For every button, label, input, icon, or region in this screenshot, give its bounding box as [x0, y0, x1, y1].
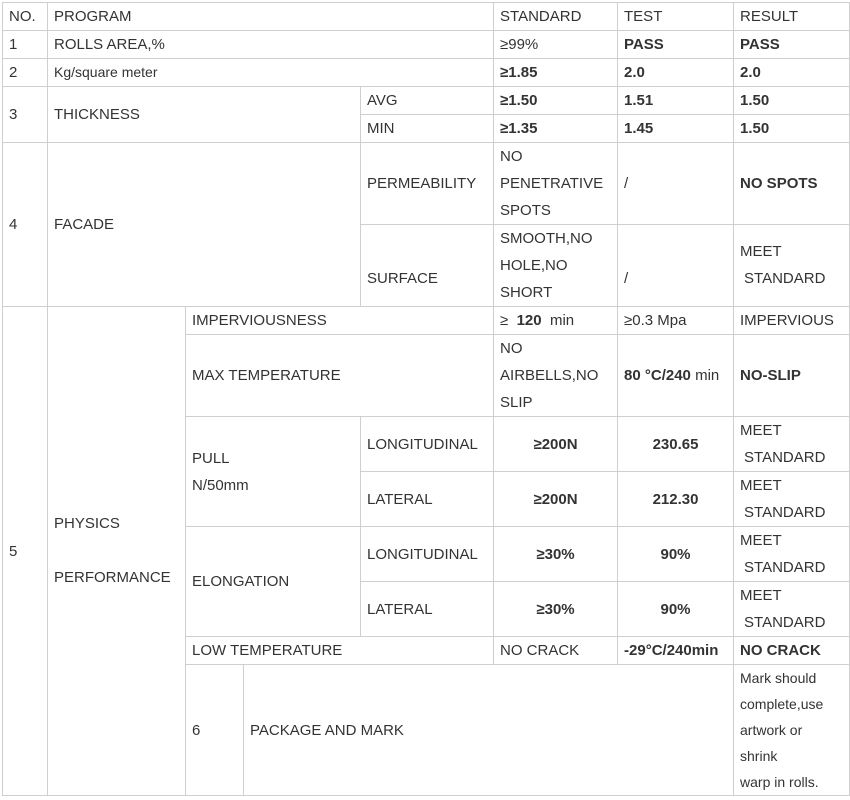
header-program: PROGRAM: [48, 3, 494, 31]
test-cell: ≥0.3 Mpa: [618, 307, 734, 335]
test-cell: 90%: [618, 582, 734, 637]
row-number: 4: [3, 143, 48, 307]
sub-program-cell: LATERAL: [361, 582, 494, 637]
standard-line: SLIP: [500, 394, 533, 411]
test-cell: /: [618, 143, 734, 225]
program-line: PERFORMANCE: [54, 569, 171, 586]
standard-line: NO: [500, 148, 523, 165]
table-row: [3, 87, 850, 115]
standard-line: SPOTS: [500, 202, 551, 219]
program-cell: FACADE: [48, 143, 361, 307]
sub-program-cell: LATERAL: [361, 472, 494, 527]
test-cell: [618, 335, 734, 417]
standard-line: NO: [500, 340, 523, 357]
table-row: [3, 31, 850, 59]
program-cell: THICKNESS: [48, 87, 361, 143]
header-result: RESULT: [734, 3, 850, 31]
group-label-cell: ELONGATION: [186, 527, 361, 637]
program-cell: ROLLS AREA,%: [48, 31, 494, 59]
header-standard: STANDARD: [494, 3, 618, 31]
row-number: 2: [3, 59, 48, 87]
result-line: STANDARD: [744, 559, 826, 576]
sub-program-cell: MIN: [361, 115, 494, 143]
result-cell: [734, 582, 850, 637]
standard-prefix: ≥: [500, 312, 509, 329]
group-label-line: N/50mm: [192, 476, 249, 494]
standard-cell: ≥30%: [494, 527, 618, 582]
test-cell: 212.30: [618, 472, 734, 527]
row-number: 5: [3, 307, 48, 796]
table-header-row: [3, 3, 850, 31]
sub-program-cell: LONGITUDINAL: [361, 417, 494, 472]
table-row: [3, 59, 850, 87]
standard-cell: [494, 335, 618, 417]
sub-program-cell: LOW TEMPERATURE: [186, 637, 494, 665]
standard-cell: [494, 225, 618, 307]
standard-line: HOLE,NO: [500, 257, 568, 274]
note-line: warp in rolls.: [740, 774, 819, 790]
program-cell: [48, 307, 186, 796]
standard-cell: ≥1.50: [494, 87, 618, 115]
result-cell: [734, 472, 850, 527]
note-line: Mark should complete,use artwork or shrink: [740, 670, 824, 764]
header-test: TEST: [618, 3, 734, 31]
test-cell: -29°C/240min: [618, 637, 734, 665]
sub-program-cell: IMPERVIOUSNESS: [186, 307, 494, 335]
program-cell: PACKAGE AND MARK: [244, 665, 734, 796]
standard-cell: ≥1.85: [494, 59, 618, 87]
standard-cell: ≥200N: [494, 472, 618, 527]
result-cell: PASS: [734, 31, 850, 59]
test-cell: PASS: [618, 31, 734, 59]
test-cell: 90%: [618, 527, 734, 582]
result-line: STANDARD: [744, 504, 826, 521]
group-label-line: PULL: [192, 449, 230, 467]
standard-line: SMOOTH,NO: [500, 230, 593, 247]
result-cell: [734, 417, 850, 472]
result-cell: [734, 527, 850, 582]
result-line: MEET: [740, 587, 782, 604]
row-number: 3: [3, 87, 48, 143]
sub-program-cell: LONGITUDINAL: [361, 527, 494, 582]
specification-table: [2, 2, 850, 796]
header-no: NO.: [3, 3, 48, 31]
result-cell: 1.50: [734, 115, 850, 143]
program-cell: Kg/square meter: [48, 59, 494, 87]
sub-program-cell: AVG: [361, 87, 494, 115]
standard-cell: ≥99%: [494, 31, 618, 59]
row-number: 1: [3, 31, 48, 59]
standard-cell: ≥1.35: [494, 115, 618, 143]
standard-cell: ≥200N: [494, 417, 618, 472]
result-line: STANDARD: [744, 614, 826, 631]
sub-program-cell: MAX TEMPERATURE: [186, 335, 494, 417]
test-cell: /: [618, 225, 734, 307]
table-row: [3, 143, 850, 225]
test-unit: min: [695, 367, 720, 384]
test-value: 80 °C/240: [624, 367, 691, 384]
result-line: STANDARD: [744, 270, 826, 287]
result-line: MEET: [740, 477, 782, 494]
result-cell: [734, 225, 850, 307]
group-label-cell: [186, 417, 361, 527]
result-cell: NO CRACK: [734, 637, 850, 665]
result-line: STANDARD: [744, 449, 826, 466]
result-cell: 2.0: [734, 59, 850, 87]
program-line: PHYSICS: [54, 515, 120, 532]
result-line: MEET: [740, 532, 782, 549]
standard-line: AIRBELLS,NO: [500, 367, 599, 384]
table-row: [3, 307, 850, 335]
result-line: MEET: [740, 243, 782, 260]
note-cell: [734, 665, 850, 796]
standard-cell: [494, 307, 618, 335]
test-cell: 1.51: [618, 87, 734, 115]
standard-value: 120: [516, 312, 542, 329]
sub-program-cell: PERMEABILITY: [361, 143, 494, 225]
standard-line: SHORT: [500, 284, 553, 301]
result-cell: 1.50: [734, 87, 850, 115]
result-cell: NO-SLIP: [734, 335, 850, 417]
test-cell: 230.65: [618, 417, 734, 472]
standard-line: PENETRATIVE: [500, 175, 604, 192]
test-cell: 2.0: [618, 59, 734, 87]
test-cell: 1.45: [618, 115, 734, 143]
result-cell: IMPERVIOUS: [734, 307, 850, 335]
standard-cell: NO CRACK: [494, 637, 618, 665]
row-number: 6: [186, 665, 244, 796]
sub-program-cell: SURFACE: [361, 225, 494, 307]
standard-cell: [494, 143, 618, 225]
standard-cell: ≥30%: [494, 582, 618, 637]
result-line: MEET: [740, 422, 782, 439]
standard-unit: min: [549, 312, 575, 329]
result-cell: NO SPOTS: [734, 143, 850, 225]
